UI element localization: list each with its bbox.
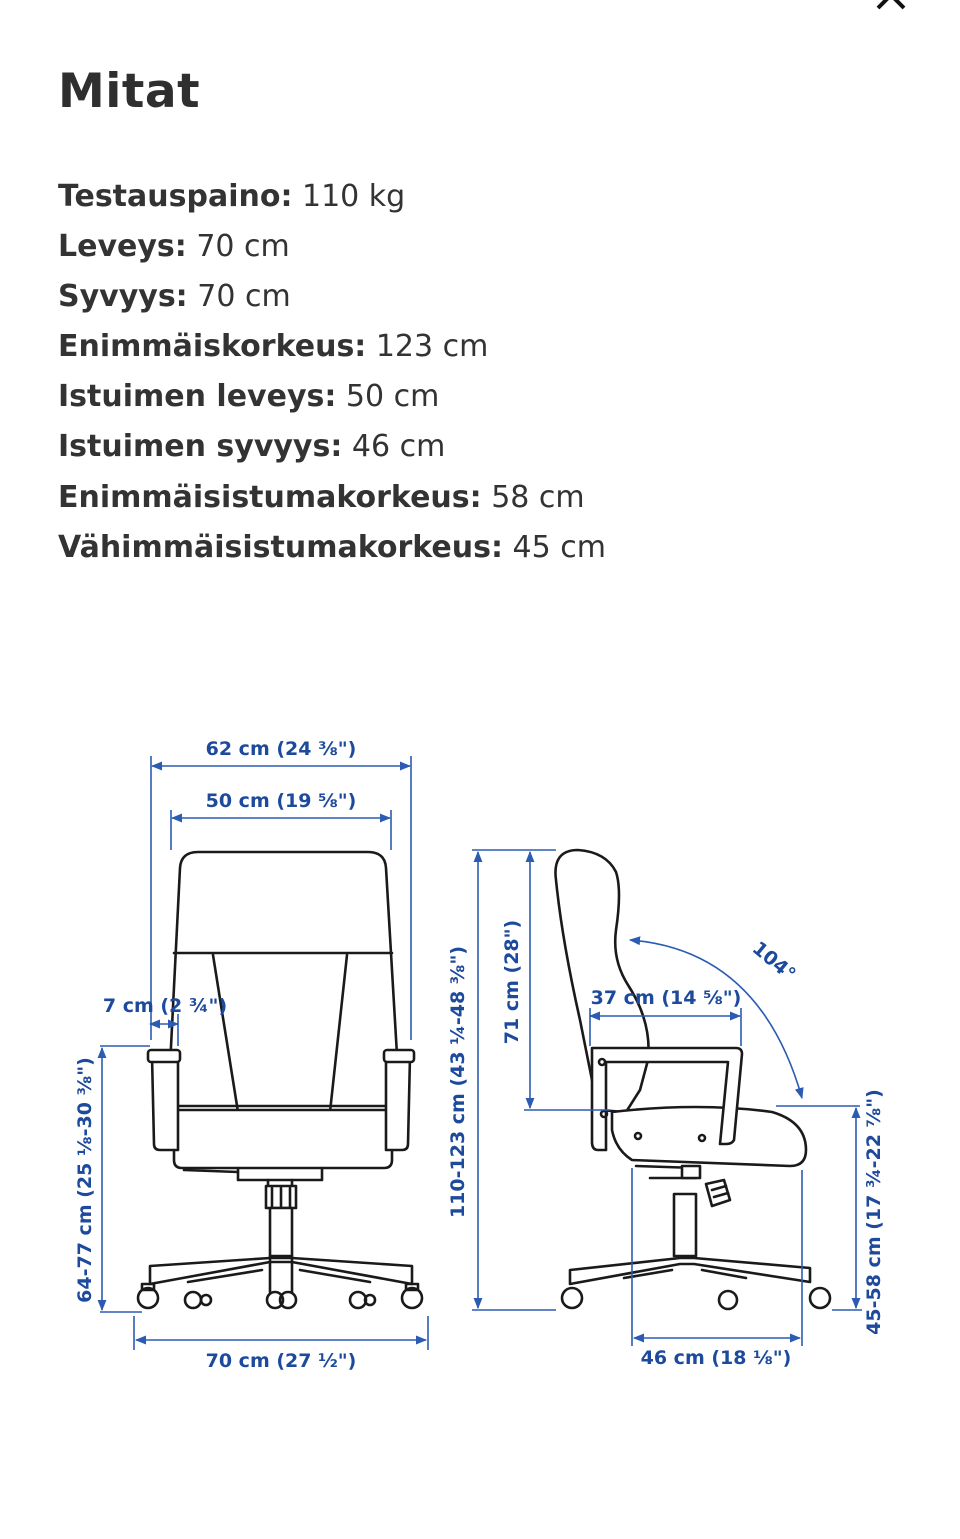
spec-value: 70 cm	[197, 279, 291, 315]
spec-list	[58, 172, 606, 573]
spec-value: 70 cm	[196, 229, 290, 265]
seat-depth-label: 46 cm (18 ⅛")	[640, 1347, 792, 1369]
spec-label: Enimmäisistumakorkeus:	[58, 479, 482, 515]
spec-label: Istuimen leveys:	[58, 379, 337, 415]
seat-width-label: 50 cm (19 ⅝")	[205, 790, 357, 812]
spec-value: 45 cm	[512, 529, 606, 565]
front-view-chair	[138, 852, 422, 1308]
page-title: Mitat	[58, 64, 201, 119]
total-height-label: 110-123 cm (43 ¼-48 ⅜")	[447, 945, 469, 1219]
spec-label: Enimmäiskorkeus:	[58, 329, 367, 365]
armrest-depth-label: 37 cm (14 ⅝")	[590, 987, 742, 1009]
spec-item	[58, 422, 606, 472]
spec-label: Syvyys:	[58, 279, 188, 315]
spec-value: 110 kg	[302, 179, 406, 214]
close-icon	[868, 0, 912, 12]
spec-item	[58, 523, 606, 573]
spec-item	[58, 372, 606, 422]
armrest-height-label: 64-77 cm (25 ⅛-30 ⅜")	[74, 1057, 96, 1303]
close-button[interactable]	[868, 0, 912, 12]
spec-item	[58, 222, 606, 272]
dimension-diagram	[0, 700, 960, 1400]
backrest-width-label: 62 cm (24 ⅜")	[205, 738, 357, 760]
seat-height-label: 45-58 cm (17 ¾-22 ⅞")	[863, 1089, 885, 1335]
spec-value: 58 cm	[491, 479, 585, 515]
spec-item	[58, 322, 606, 372]
spec-item	[58, 473, 606, 523]
recline-angle-label: 104°	[747, 937, 800, 986]
spec-value: 123 cm	[375, 329, 489, 365]
spec-label: Vähimmäisistumakorkeus:	[58, 529, 503, 565]
spec-value: 50 cm	[345, 379, 440, 415]
spec-label: Leveys:	[58, 229, 187, 265]
spec-label: Testauspaino:	[58, 179, 293, 214]
base-width-label: 70 cm (27 ½")	[205, 1350, 357, 1372]
spec-value: 46 cm	[351, 429, 446, 465]
side-view-chair	[555, 850, 830, 1309]
spec-label: Istuimen syvyys:	[58, 429, 343, 465]
armrest-width-label: 7 cm (2 ¾")	[102, 995, 228, 1017]
spec-item	[58, 172, 606, 222]
backrest-height-label: 71 cm (28")	[501, 919, 523, 1045]
spec-item	[58, 272, 606, 322]
